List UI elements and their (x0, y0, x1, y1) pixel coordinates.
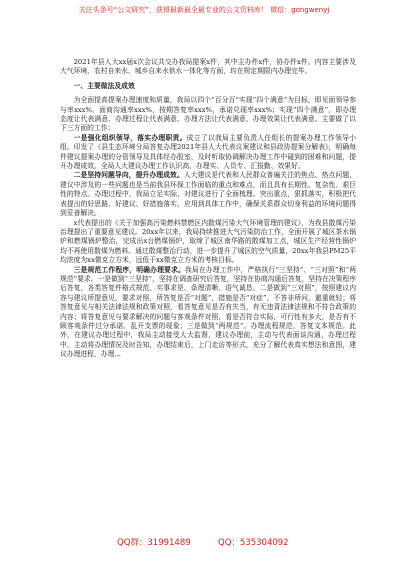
intro-paragraph: 2021年县人大xx届x次会议共交办我局提案x件，其中主办件x件，协办件x件。内容主要涉及大气环境、农村自来水、城乡自来水供水一体化等方面，均在规定期限内办理完毕。 (60, 58, 356, 76)
point-two-title: 二是坚持问题导向，提升办理成效。 (73, 171, 184, 180)
goals-paragraph: 为全面提高提案办理速度和质量，我局以四个“百分百”实现“四个满意”为目标，即见面领导参与率xxx%、面商沟通率xxx%，按期答复率xxx%，承诺兑现率xxx%；实现“四个满意”，即办理态度让代表满意、办理过程让代表满意、办理方法让代表满意、办理效果让代表满意。主要做了以下三方面的工作： (60, 96, 356, 133)
point-one-body: 成立了以我局主要负责人任组长的提案办理工作领导小组。印发了《县生态环境分局答复办理2021年县人大代表议案建议和县政协提案分解表》，明确每件建议提案办理的分管领导及具体经办股室，及时听取协调解决办理工作中碰到的困难和问题，提升办理成效。全局人大建议办理工作认识高、办理实、人员专、汇报勤、效果好。 (60, 133, 357, 171)
point-one-paragraph (60, 134, 356, 172)
banner-text: 关注头条号“公文研究”，获得最新最全最专业的公文资料库！ 微信：gongwenyj (78, 6, 330, 14)
point-three-paragraph (60, 266, 356, 360)
qq-number-text: QQ：535304092 (218, 538, 289, 548)
section-heading: 一、主要做法及成效 (73, 81, 135, 90)
qq-group-text: QQ群：31991489 (117, 538, 191, 548)
example-paragraph: x代表提出的《关于加强高污染燃料禁燃区内散煤污染大气环境管理的建议》，为我县散煤污染治理提出了重要意见建议。20xx年以来，我局持续推进大气污染防治工作，全面开展了城区茶水锅炉和燃煤锅炉整治，完成出x台燃煤锅炉，取缔了城区南华路的散煤加工点，城区生产经营性锅炉均不再使用散煤为燃料。通过散煤整治行动，进一步提升了城区的空气质量，20xx年我县PM25平均浓度为xx微克立方米，远低于xx微克立方米的考核目标。 (60, 218, 356, 265)
point-one-title: 一是强化组织领导，落实办理职责。 (73, 133, 187, 142)
point-three-body: 我局在办理工作中，严格执行“三坚持”、“三对照”和“两规范”要求。一是做到“三坚持”，坚持在调查研究后答复，坚持在协商沟通后答复，坚持在决策程序后答复，各类答复件格式规范、实事求是、条理清晰、语气诚恳。二是做到“三对照”，按照建议内容与建议所提意见，要求对照，所答复是否“对题”，措施是否“对症”，不答非所问，避重就轻；将答复意见与相关法律法规和政策对照，看答复意见是否有失当，有无违背法律法规和不符合政策的内容；将答复意见与要求解决的问题与客观条件对照，看是否符合实际，可行性有多大，是否有不顾客观条件过分承诺、乱开支票的现象；三是做到“两规范”。办理流程规范，答复文本规范。此外，在建议办理过程中，我局主动接受人大监督，建议办理前，主动与代表面谈沟通，办理过程中，主动将办理情况及时告知，办理结束后，上门走访等形式，充分了解代表真实想法和意图，建议办理进程，办理... (60, 265, 357, 359)
point-three-title: 三是规范工作程序，明确办理要求。 (73, 265, 185, 274)
point-two-paragraph (60, 171, 356, 218)
point-two-body: 人大建议是代表和人民群众普遍关注的焦点、热点问题，建议中涉及的一些问题也是当前我县环保工作面临的重点和难点，而且具有长期性、复杂性、艰巨性的特点。办理过程中，我局立足实际，对建议进行了全面梳理。突出重点，狠抓落实，积极把代表提出的好思路、好建议、好措施落实、应用到具体工作中，确保关系群众切身利益的环境问题得到妥善解决。 (60, 171, 357, 218)
header-banner (50, 6, 358, 15)
document-body (60, 58, 356, 360)
